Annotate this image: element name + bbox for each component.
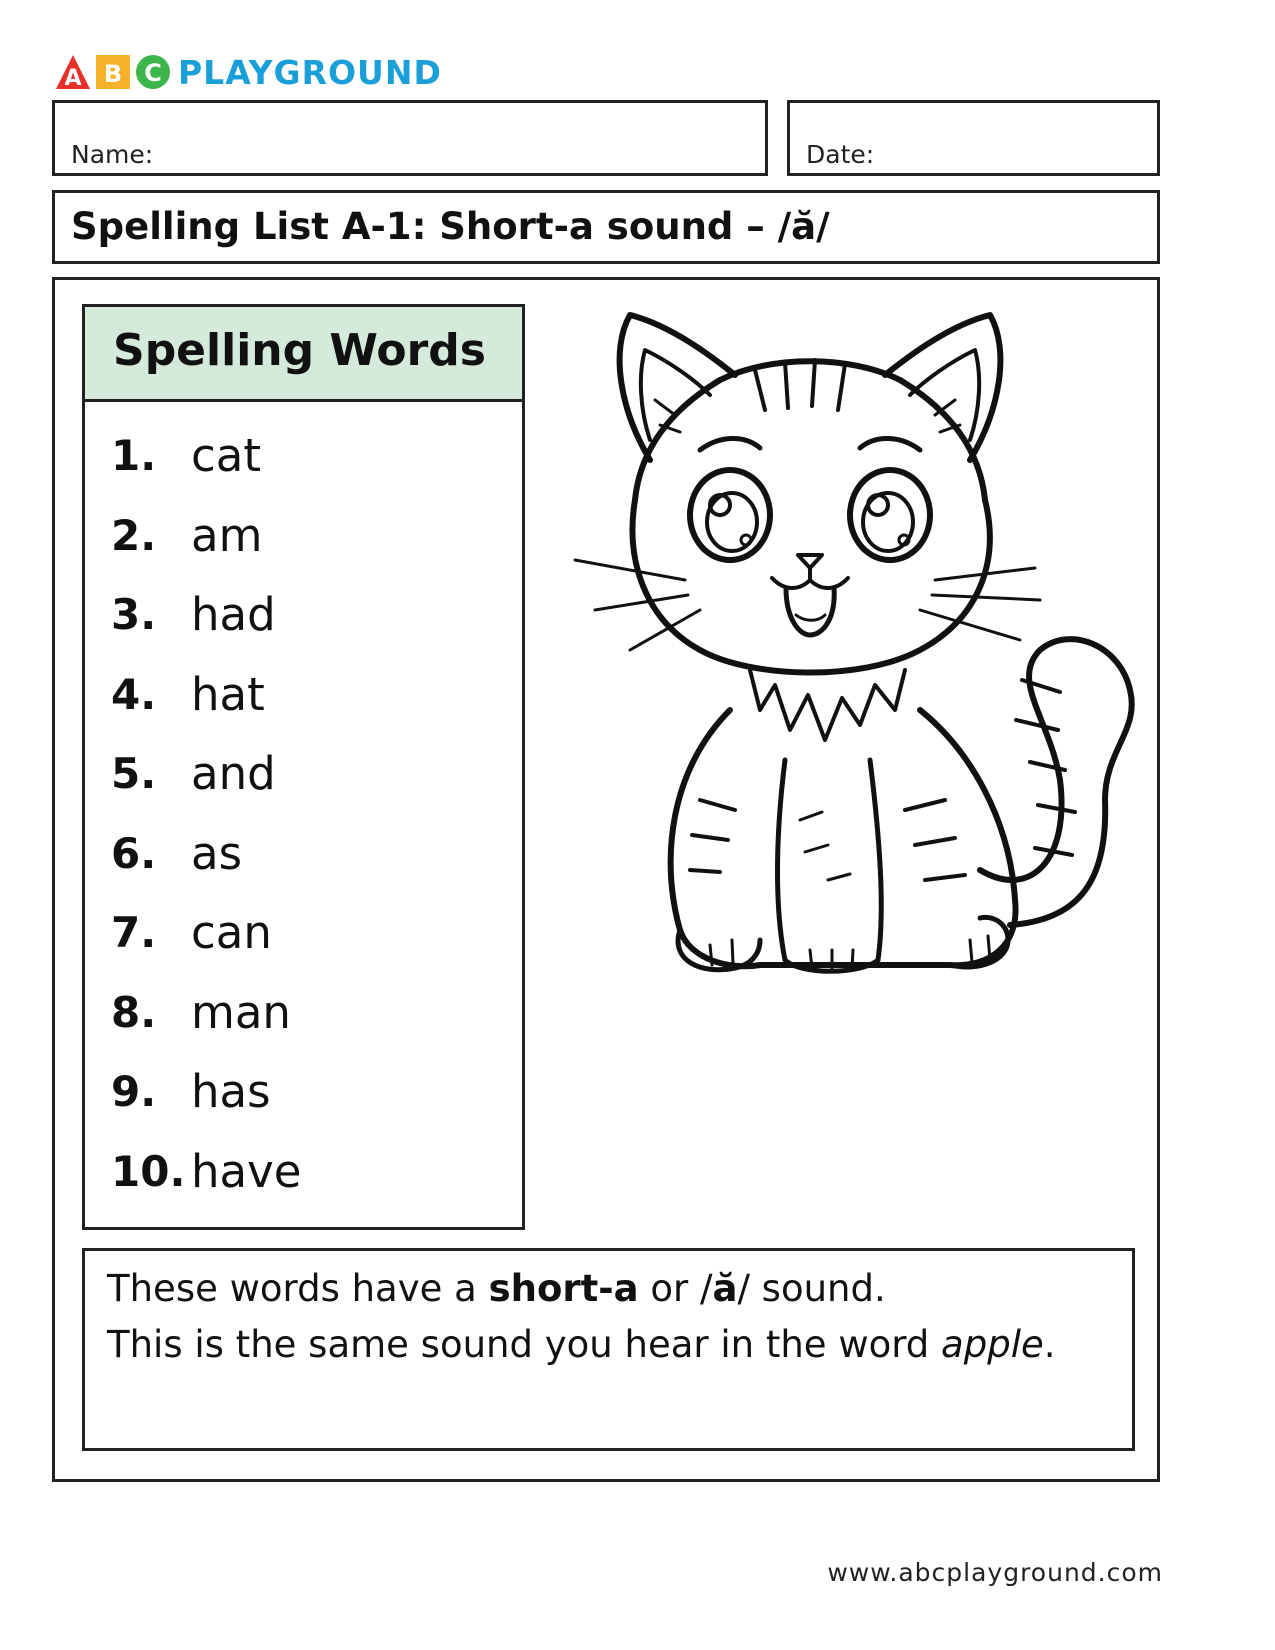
worksheet-title: Spelling List A-1: Short-a sound – /ă/	[71, 205, 830, 248]
item-number: 4.	[111, 669, 157, 719]
note-text: / sound.	[737, 1267, 886, 1310]
brand-logo	[54, 52, 442, 92]
spelling-word: as	[191, 826, 243, 880]
item-number: 3.	[111, 589, 157, 639]
list-item	[111, 1141, 301, 1201]
list-item	[111, 1061, 271, 1121]
list-item	[111, 902, 272, 962]
note-line-2	[107, 1323, 1056, 1366]
list-item	[111, 584, 276, 644]
spelling-word: had	[191, 587, 276, 641]
spelling-word: man	[191, 985, 291, 1039]
note-text: This is the same sound you hear in the word	[107, 1323, 942, 1366]
spelling-word: hat	[191, 667, 265, 721]
date-field[interactable]	[787, 100, 1160, 176]
spelling-word: cat	[191, 428, 261, 482]
note-text: These words have a	[107, 1267, 489, 1310]
logo-letter-b: B	[103, 60, 123, 88]
item-number: 7.	[111, 907, 157, 957]
item-number: 2.	[111, 510, 157, 560]
item-number: 5.	[111, 748, 157, 798]
kitten-line-art-icon	[560, 300, 1150, 990]
note-box	[82, 1248, 1135, 1451]
list-item	[111, 425, 261, 485]
note-text: or /	[638, 1267, 713, 1310]
spelling-word: and	[191, 746, 276, 800]
list-item	[111, 743, 276, 803]
note-line-1	[107, 1267, 886, 1310]
spelling-words-panel	[82, 304, 525, 1230]
date-label: Date:	[806, 140, 875, 169]
name-label: Name:	[71, 140, 154, 169]
logo-letter-a: A	[64, 66, 82, 91]
list-item	[111, 982, 291, 1042]
note-example-word: apple	[941, 1323, 1044, 1366]
spelling-word: have	[191, 1144, 302, 1198]
spelling-words-title: Spelling Words	[113, 325, 486, 376]
item-number: 1.	[111, 430, 157, 480]
spelling-word: can	[191, 905, 272, 959]
item-number: 8.	[111, 987, 157, 1037]
note-emphasis: short-a	[488, 1267, 639, 1310]
list-item	[111, 823, 242, 883]
footer-url[interactable]: www.abcplayground.com	[827, 1558, 1163, 1587]
letter-b-icon	[94, 53, 132, 91]
spelling-word: has	[191, 1064, 271, 1118]
note-text: .	[1043, 1323, 1056, 1366]
item-number: 10.	[111, 1146, 186, 1196]
logo-wordmark: PLAYGROUND	[178, 52, 442, 92]
item-number: 6.	[111, 828, 157, 878]
note-emphasis: ă	[712, 1267, 738, 1310]
spelling-words-header	[85, 307, 522, 402]
letter-a-icon	[54, 53, 92, 91]
title-bar	[52, 190, 1160, 264]
logo-letter-c: C	[144, 59, 162, 87]
list-item	[111, 664, 265, 724]
letter-c-icon	[134, 53, 172, 91]
list-item	[111, 505, 262, 565]
item-number: 9.	[111, 1066, 157, 1116]
name-field[interactable]	[52, 100, 768, 176]
spelling-word: am	[191, 508, 263, 562]
